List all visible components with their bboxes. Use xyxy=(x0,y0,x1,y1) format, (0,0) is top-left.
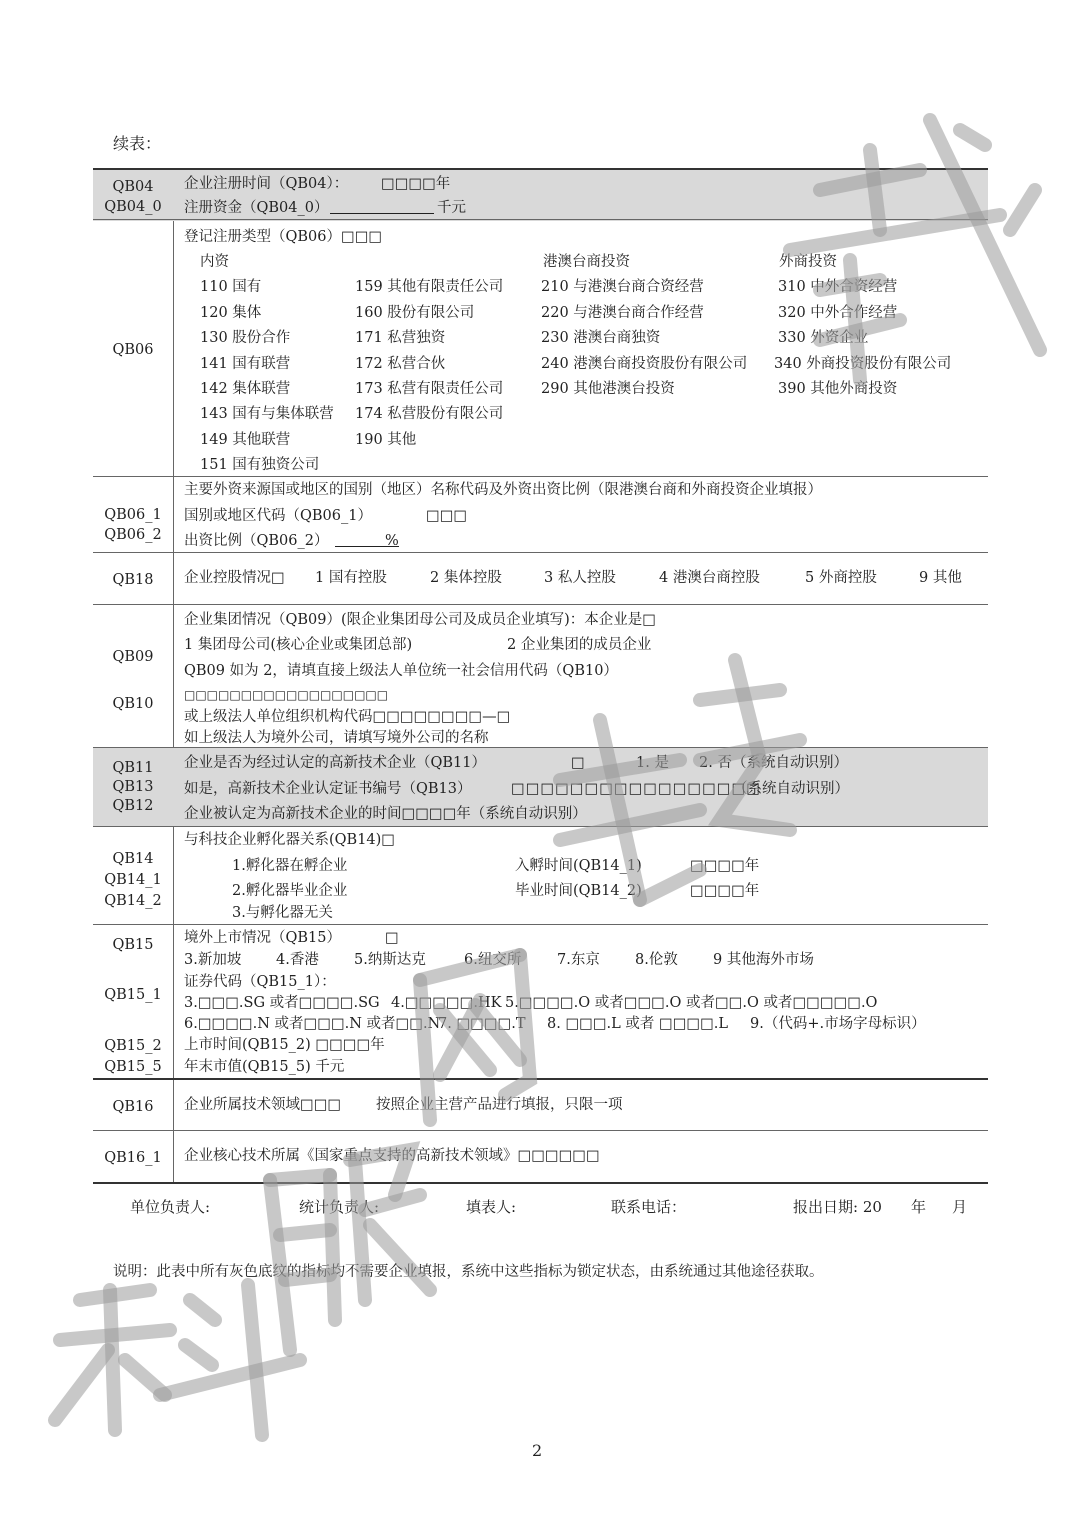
market-option: 7.东京 xyxy=(557,952,600,968)
registration-time-boxes[interactable]: □□□□年 xyxy=(381,176,451,192)
phone-label: 联系电话： xyxy=(611,1198,687,1216)
code-label: QB06_1 xyxy=(104,507,162,523)
code-label: QB11 xyxy=(112,760,154,776)
group-hk-macao-taiwan: 港澳台商投资 xyxy=(543,254,630,270)
high-tech-time[interactable]: 企业被认定为高新技术企业的时间□□□□年（系统自动识别） xyxy=(184,806,587,822)
row-qb06-1 xyxy=(93,476,988,553)
code-label: QB16_1 xyxy=(104,1150,162,1166)
row-codes xyxy=(93,178,173,217)
incubator-option: 1.孵化器在孵企业 xyxy=(232,858,348,874)
explanation-note: 说明：此表中所有灰色底纹的指标均不需要企业填报，系统中这些指标为锁定状态，由系统通过其他途径获取。 xyxy=(113,1264,824,1280)
type-item: 330 外资企业 xyxy=(778,330,869,346)
type-item: 210 与港澳台商合资经营 xyxy=(541,279,704,295)
group-domestic: 内资 xyxy=(200,254,229,270)
graduation-label: 毕业时间(QB14_2) xyxy=(515,883,642,899)
foreign-source-title: 主要外资来源国或地区的国别（地区）名称代码及外资出资比例（限港澳台商和外商投资企业填报） xyxy=(184,482,822,498)
year-label: 年 xyxy=(911,1198,927,1216)
statistics-head-label: 统计负责人: xyxy=(299,1198,380,1216)
incubator-option: 2.孵化器毕业企业 xyxy=(232,883,348,899)
overseas-parent-name: 如上级法人为境外公司，请填写境外公司的名称 xyxy=(184,730,489,746)
type-item: 141 国有联营 xyxy=(200,356,291,372)
type-item: 159 其他有限责任公司 xyxy=(355,279,504,295)
type-item: 310 中外合资经营 xyxy=(778,279,898,295)
month-label: 月 xyxy=(952,1198,968,1216)
row-qb18 xyxy=(93,552,988,605)
code-label: QB13 xyxy=(112,778,154,795)
type-item: 151 国有独资公司 xyxy=(200,457,320,473)
type-item: 220 与港澳台商合作经营 xyxy=(541,305,704,321)
type-item: 320 中外合作经营 xyxy=(778,305,898,321)
type-item: 120 集体 xyxy=(200,305,262,321)
row-qb06 xyxy=(93,219,988,477)
type-item: 230 港澳台商独资 xyxy=(541,330,661,346)
group-option: 1 集团母公司(核心企业或集团总部) xyxy=(184,637,413,653)
type-item: 110 国有 xyxy=(200,279,262,295)
incubator-relation-title[interactable]: 与科技企业孵化器关系(QB14)□ xyxy=(184,832,396,848)
graduation-boxes[interactable]: □□□□年 xyxy=(690,883,760,899)
overseas-listing-box[interactable]: □ xyxy=(385,930,399,946)
market-option: 3.新加坡 xyxy=(184,952,242,968)
parent-org-code[interactable]: 或上级法人单位组织机构代码□□□□□□□□—□ xyxy=(184,709,511,725)
row-qb14 xyxy=(93,826,988,925)
row-codes xyxy=(93,506,173,545)
code-label: QB15_2 xyxy=(104,1038,162,1054)
type-item: 143 国有与集体联营 xyxy=(200,406,334,422)
code-label: QB14_1 xyxy=(104,872,162,889)
code-label: QB15 xyxy=(112,937,154,953)
type-item: 149 其他联营 xyxy=(200,432,291,448)
high-tech-box[interactable]: □ xyxy=(571,755,585,771)
code-label: QB14_2 xyxy=(104,893,162,910)
security-code-format: 7. □□□□.T xyxy=(438,1016,526,1032)
type-item: 290 其他港澳台投资 xyxy=(541,381,675,397)
holding-option: 9 其他 xyxy=(919,570,962,586)
code-label: QB12 xyxy=(112,797,154,814)
high-tech-no: 2. 否（系统自动识别） xyxy=(699,755,848,771)
security-code-format: 5.□□□□.O 或者□□□.O 或者□□.O 或者□□□□□.O xyxy=(505,995,878,1011)
code-label: QB04_0 xyxy=(104,198,162,215)
row-codes xyxy=(93,759,173,816)
filler-label: 填表人: xyxy=(466,1198,517,1216)
registration-type-title: 登记注册类型（QB06）□□□ xyxy=(184,229,383,245)
incubator-option: 3.与孵化器无关 xyxy=(232,905,333,921)
high-tech-yes: 1. 是 xyxy=(636,755,669,771)
market-option: 8.伦敦 xyxy=(635,952,678,968)
market-option: 5.纳斯达克 xyxy=(354,952,426,968)
listing-time[interactable]: 上市时间(QB15_2) □□□□年 xyxy=(184,1037,385,1053)
type-item: 171 私营独资 xyxy=(355,330,446,346)
tech-field-note: 按照企业主营产品进行填报，只限一项 xyxy=(376,1097,623,1113)
parent-credit-code-boxes[interactable]: □□□□□□□□□□□□□□□□□□ xyxy=(184,688,389,702)
row-qb16 xyxy=(93,1078,988,1132)
security-code-format: 9.（代码+.市场字母标识） xyxy=(750,1016,926,1032)
unit-head-label: 单位负责人: xyxy=(130,1198,211,1216)
code-label: QB06 xyxy=(112,342,154,358)
code-label: QB15_5 xyxy=(104,1059,162,1076)
type-item: 340 外商投资股份有限公司 xyxy=(774,356,952,372)
code-label: QB09 xyxy=(112,649,154,665)
code-label: QB04 xyxy=(112,179,154,195)
page-number: 2 xyxy=(532,1441,543,1460)
certificate-number-boxes[interactable]: □□□□□□□□□□□□□□□□□ xyxy=(511,781,761,797)
code-label: QB06_2 xyxy=(104,526,162,543)
holding-option: 1 国有控股 xyxy=(315,570,387,586)
security-code-format: 8. □□□.L 或者 □□□□.L xyxy=(547,1016,729,1032)
type-item: 240 港澳台商投资股份有限公司 xyxy=(541,356,748,372)
row-qb11 xyxy=(93,747,988,827)
type-item: 160 股份有限公司 xyxy=(355,305,475,321)
type-item: 142 集体联营 xyxy=(200,381,291,397)
incubation-start-boxes[interactable]: □□□□年 xyxy=(690,858,760,874)
statistics-form-table xyxy=(93,168,988,1183)
market-option: 6.纽交所 xyxy=(464,952,522,968)
row-qb09 xyxy=(93,604,988,748)
core-tech-field-label[interactable]: 企业核心技术所属《国家重点支持的高新技术领域》□□□□□□ xyxy=(184,1148,600,1164)
security-code-label: 证券代码（QB15_1）： xyxy=(184,974,336,990)
type-item: 173 私营有限责任公司 xyxy=(355,381,504,397)
continued-label: 续表： xyxy=(113,134,162,153)
enterprise-group-title[interactable]: 企业集团情况（QB09）(限企业集团母公司及成员企业填写)：本企业是□ xyxy=(184,612,657,628)
market-option: 4.香港 xyxy=(276,952,319,968)
percent-unit: % xyxy=(385,533,399,549)
group-foreign: 外商投资 xyxy=(779,254,837,270)
code-label: QB18 xyxy=(112,572,154,588)
code-label: QB14 xyxy=(112,851,154,867)
market-value[interactable]: 年末市值(QB15_5) 千元 xyxy=(184,1059,345,1075)
capital-unit: 千元 xyxy=(437,200,466,216)
country-code-boxes[interactable]: □□□ xyxy=(426,508,468,524)
row-codes xyxy=(93,849,173,912)
market-option: 9 其他海外市场 xyxy=(713,952,814,968)
investment-ratio-label: 出资比例（QB06_2） xyxy=(184,533,329,549)
registered-capital-label: 注册资金（QB04_0） xyxy=(184,200,329,216)
holding-option: 2 集体控股 xyxy=(430,570,502,586)
security-code-format: 4.□□□□□.HK xyxy=(391,995,502,1011)
registration-time-label: 企业注册时间（QB04）： xyxy=(184,176,349,192)
security-code-format: 6.□□□□.N 或者□□□.N 或者□□.N xyxy=(184,1016,441,1032)
incubation-start-label: 入孵时间(QB14_1) xyxy=(515,858,642,874)
security-code-format: 3.□□□.SG 或者□□□□.SG xyxy=(184,995,380,1011)
type-item: 172 私营合伙 xyxy=(355,356,446,372)
country-code-label: 国别或地区代码（QB06_1） xyxy=(184,508,372,524)
row-codes xyxy=(93,1036,173,1078)
registered-capital-field[interactable] xyxy=(330,201,434,218)
parent-credit-code-label: QB09 如为 2，请填直接上级法人单位统一社会信用代码（QB10） xyxy=(184,663,618,679)
code-label: QB10 xyxy=(112,696,154,712)
holding-option: 4 港澳台商控股 xyxy=(659,570,760,586)
holding-option: 5 外商控股 xyxy=(805,570,877,586)
code-label: QB15_1 xyxy=(104,987,162,1003)
overseas-listing-title: 境外上市情况（QB15） xyxy=(184,930,341,946)
code-label: QB16 xyxy=(112,1099,154,1115)
high-tech-enterprise-label: 企业是否为经过认定的高新技术企业（QB11） xyxy=(184,755,486,771)
certificate-number-label: 如是，高新技术企业认定证书编号（QB13） xyxy=(184,781,472,797)
certificate-auto-note: （系统自动识别） xyxy=(733,781,849,797)
row-qb15 xyxy=(93,924,988,1079)
holding-status-label[interactable]: 企业控股情况□ xyxy=(184,570,285,586)
group-option: 2 企业集团的成员企业 xyxy=(507,637,652,653)
type-item: 130 股份合作 xyxy=(200,330,291,346)
holding-option: 3 私人控股 xyxy=(544,570,616,586)
type-item: 390 其他外商投资 xyxy=(778,381,898,397)
type-item: 174 私营股份有限公司 xyxy=(355,406,504,422)
row-qb04 xyxy=(93,168,988,221)
report-date-label: 报出日期: 20 xyxy=(793,1198,882,1216)
row-qb16-1 xyxy=(93,1130,988,1184)
tech-field-label[interactable]: 企业所属技术领域□□□ xyxy=(184,1097,342,1113)
table-bottom-border xyxy=(93,1182,988,1184)
type-item: 190 其他 xyxy=(355,432,417,448)
